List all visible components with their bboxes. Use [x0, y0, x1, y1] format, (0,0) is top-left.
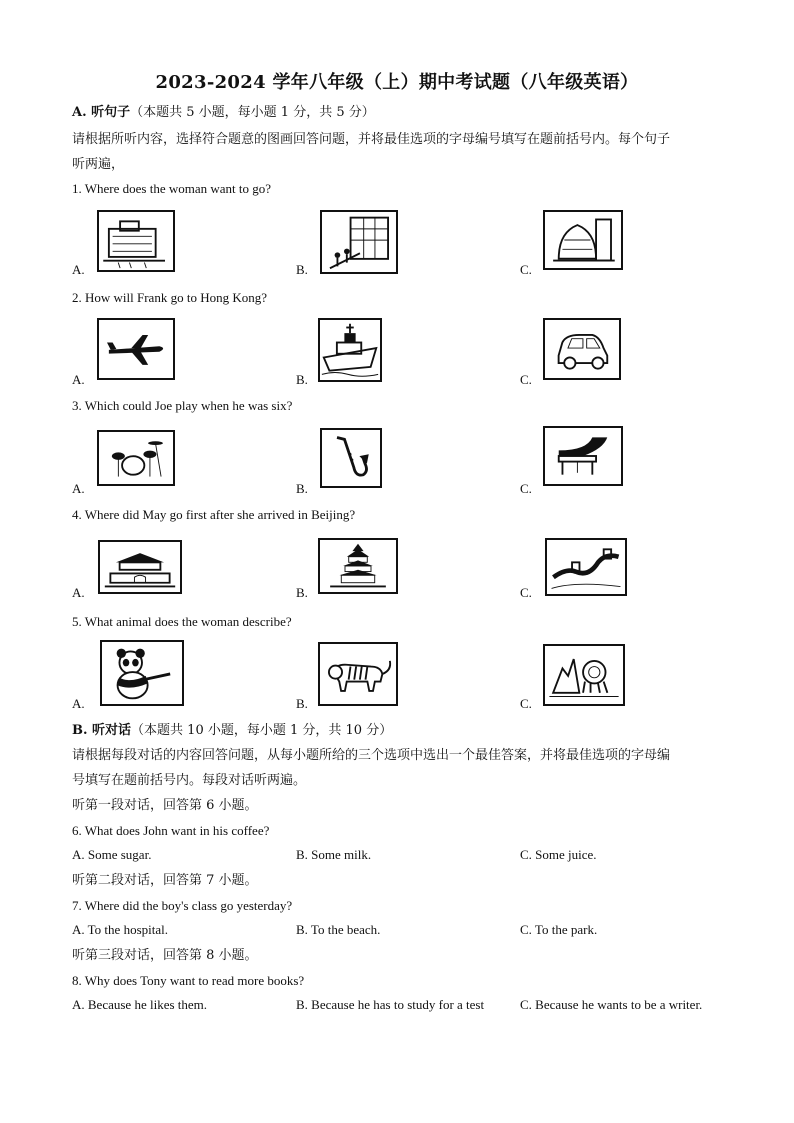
question-1: 1. Where does the woman want to go? [72, 181, 272, 196]
section-a-label: A. 听句子 [72, 105, 131, 120]
q1-option-c-label: C. [520, 262, 532, 277]
q5-option-b-label: B. [296, 696, 308, 711]
great-wall-icon[interactable] [545, 538, 627, 596]
lion-icon[interactable] [543, 644, 625, 706]
saxophone-icon[interactable] [320, 428, 382, 488]
question-6: 6. What does John want in his coffee? [72, 823, 270, 838]
ship-icon[interactable] [318, 318, 382, 382]
group-1-intro: 听第一段对话，回答第 6 小题。 [72, 798, 258, 813]
section-a-note: （本题共 5 小题，每小题 1 分，共 5 分） [130, 105, 375, 120]
q6-option-c[interactable]: C. Some juice. [520, 847, 597, 862]
car-icon[interactable] [543, 318, 621, 380]
q8-option-c[interactable]: C. Because he wants to be a writer. [520, 997, 703, 1012]
section-a-heading [72, 104, 375, 122]
q3-option-a-label: A. [72, 481, 85, 496]
section-a-instruction-1: 请根据所听内容，选择符合题意的图画回答问题，并将最佳选项的字母编号填写在题前括号内。每个句子 [72, 132, 671, 147]
q4-option-b-label: B. [296, 585, 308, 600]
q4-option-a-label: A. [72, 585, 85, 600]
q1-option-a-label: A. [72, 262, 85, 277]
section-a-instruction-2: 听两遍， [72, 157, 125, 172]
piano-icon[interactable] [543, 426, 623, 486]
question-4: 4. Where did May go first after she arrived in Beijing? [72, 507, 356, 522]
section-b-instruction-2: 号填写在题前括号内。每段对话听两遍。 [72, 773, 307, 788]
q5-option-c-label: C. [520, 696, 532, 711]
q8-option-a[interactable]: A. Because he likes them. [72, 997, 208, 1012]
airplane-icon[interactable] [97, 318, 175, 380]
q7-option-a[interactable]: A. To the hospital. [72, 922, 168, 937]
panda-icon[interactable] [100, 640, 184, 706]
q2-option-c-label: C. [520, 372, 532, 387]
q2-option-b-label: B. [296, 372, 308, 387]
q4-option-c-label: C. [520, 585, 532, 600]
q2-option-a-label: A. [72, 372, 85, 387]
q7-option-c[interactable]: C. To the park. [520, 922, 598, 937]
q5-option-a-label: A. [72, 696, 85, 711]
section-b-instruction-1: 请根据每段对话的内容回答问题，从每小题所给的三个选项中选出一个最佳答案，并将最佳选项的字母编 [72, 748, 671, 763]
q6-option-a[interactable]: A. Some sugar. [72, 847, 152, 862]
temple-of-heaven-icon[interactable] [318, 538, 398, 594]
tiananmen-icon[interactable] [98, 540, 182, 594]
hospital-icon[interactable] [97, 210, 175, 272]
q3-option-c-label: C. [520, 481, 532, 496]
question-3: 3. Which could Joe play when he was six? [72, 398, 293, 413]
question-8: 8. Why does Tony want to read more books? [72, 973, 305, 988]
q8-option-b[interactable]: B. Because he has to study for a test [296, 997, 485, 1012]
question-2: 2. How will Frank go to Hong Kong? [72, 290, 267, 305]
question-7: 7. Where did the boy's class go yesterday? [72, 898, 293, 913]
museum-icon[interactable] [543, 210, 623, 270]
section-b-label: B. 听对话 [72, 723, 132, 738]
q1-option-b-label: B. [296, 262, 308, 277]
group-2-intro: 听第二段对话，回答第 7 小题。 [72, 873, 258, 888]
group-3-intro: 听第三段对话，回答第 8 小题。 [72, 948, 258, 963]
q6-option-b[interactable]: B. Some milk. [296, 847, 372, 862]
section-b-note: （本题共 10 小题，每小题 1 分，共 10 分） [131, 723, 393, 738]
question-5: 5. What animal does the woman describe? [72, 614, 292, 629]
q3-option-b-label: B. [296, 481, 308, 496]
drums-icon[interactable] [97, 430, 175, 486]
hotel-street-icon[interactable] [320, 210, 398, 274]
tiger-icon[interactable] [318, 642, 398, 706]
exam-title: 2023-2024 学年八年级（上）期中考试题（八年级英语） [155, 72, 639, 93]
section-b-heading [72, 722, 392, 740]
q7-option-b[interactable]: B. To the beach. [296, 922, 381, 937]
